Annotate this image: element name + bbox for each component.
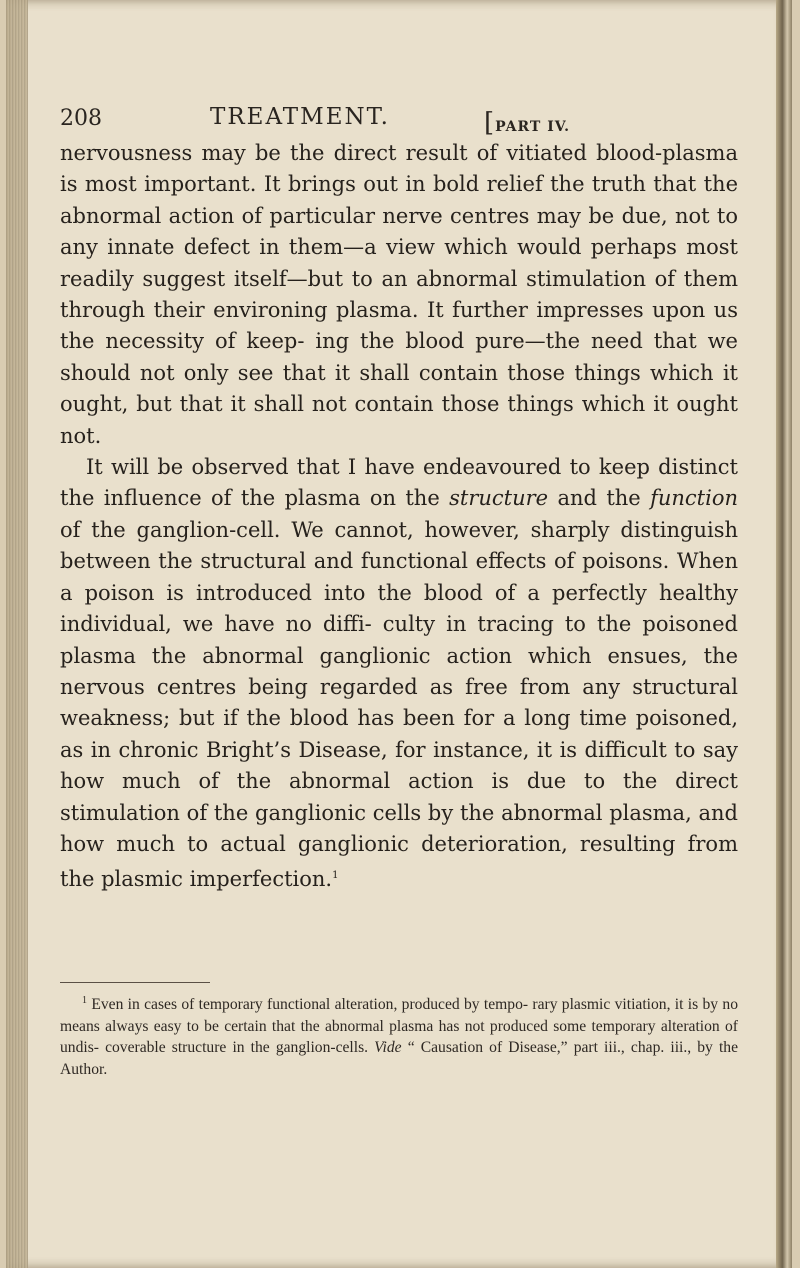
paragraph-2-text-c: of the ganglion-cell. We cannot, however, sharply distinguish between the structural and functional effects of poisons. When a poison is introduced into the blood of a perfectly healthy individual, we have no diffi- culty in tracing to the poisoned plasma the abnormal ganglionic action which ensues, the nervous centres being regarded as free from any structural weakness; but if the blood has been for a long time poisoned, as in chronic Bright’s Disease, for instance, it is difficult to say how much of the abnormal action is due to the direct stimulation of the ganglionic cells by the abnormal plasma, and how much to actual ganglionic deterioration, resulting from the plasmic imperfection. [60,517,738,892]
footnote [60,990,738,1080]
footnote-reference: 1 [332,870,339,882]
page-gutter [6,0,28,1268]
footnote-text-b: “ Causation of Disease,” part iii., chap. iii., by the Author. [60,1039,739,1078]
footnote-marker: 1 [82,995,87,1006]
emphasis-structure: structure [449,486,549,511]
page-number: 208 [60,106,102,131]
body-text [60,138,738,896]
page-header [60,104,740,138]
paragraph-2-text-a: It will be observed that I have endeavoured to keep distinct the influence of the plasma on the [60,455,738,511]
footnote-text-a: Even in cases of temporary functional alteration, produced by tempo- rary plasmic vitiation, it is by no means always easy to be certain that the abnormal plasma has not produced some temporary alteration of undis- coverable structure in the ganglion-cells. [60,996,739,1057]
paragraph-2-text-b: and the [548,486,651,511]
emphasis-function: function [650,486,739,511]
running-head: TREATMENT. [210,104,390,130]
page-edge [776,0,792,1268]
footnote-rule [60,982,210,983]
paragraph-2 [60,452,738,896]
part-label-text: PART IV. [495,119,571,135]
part-label: [PART IV. [484,108,571,138]
paragraph-1: nervousness may be the direct result of vitiated blood-plasma is most important. It brings out in bold relief the truth that the abnormal action of particular nerve centres may be due, not to any innate defect in them—a view which would perhaps most readily suggest itself—but to an abnormal stimulation of them through their environing plasma. It further impresses upon us the necessity of keep- ing the blood pure—the need that we should not only see that it shall contain those things which it ought, but that it shall not contain those things which it ought not. [60,141,738,448]
footnote-vide: Vide [374,1039,402,1057]
